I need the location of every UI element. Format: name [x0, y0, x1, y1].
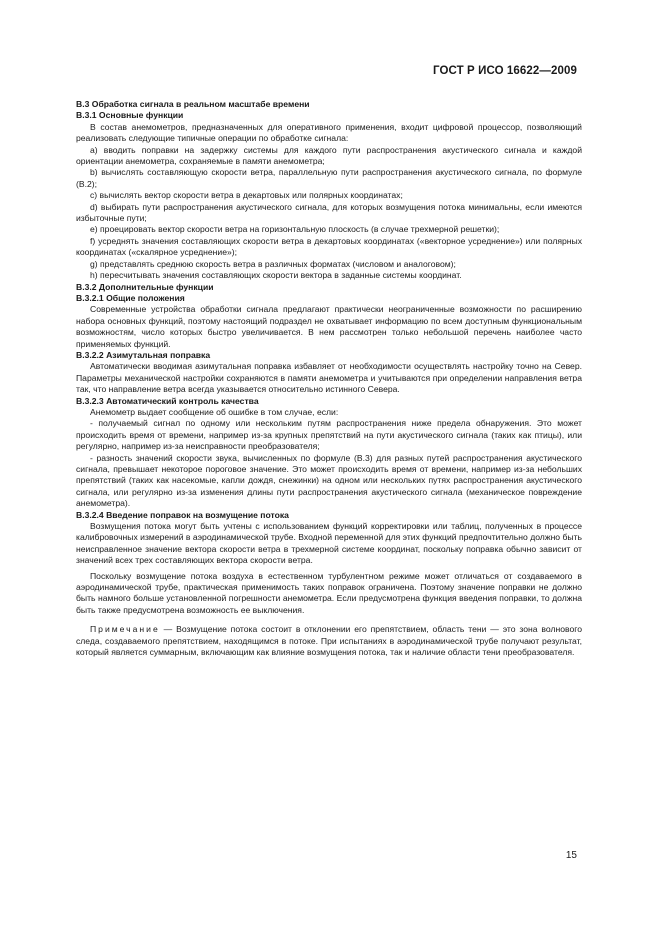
paragraph: g) представлять среднюю скорость ветра в различных форматах (числовом и аналоговом);: [90, 258, 456, 269]
paragraph: Поскольку возмущение потока воздуха в естественном турбулентном режиме может отличаться от создаваемого в аэродинамической трубе, практическая применимость таких поправок ограничена. Поэтому значение поправки не должно быть намного больше установленной погрешности анемометра. Если предусмотрена функция введения поправки, то должна быть также предусмотрена возможность ее выключения.: [76, 570, 582, 615]
note-text: — Возмущение потока состоит в отклонении его препятствием, область тени — это зона волнового следа, создаваемого препятствием, находящимся в потоке. При испытаниях в аэродинамической трубе получают результат, который является суммарным, включающим как влияние возмущения потока, так и наличие области тени преобразователя.: [76, 624, 582, 658]
paragraph: Анемометр выдает сообщение об ошибке в том случае, если:: [90, 406, 339, 417]
note-label: Примечание: [90, 624, 160, 635]
page-number: 15: [565, 850, 577, 861]
paragraph: Возмущения потока могут быть учтены с использованием функций корректировки или таблиц, полученных в процессе калибровочных измерений в аэродинамической трубе. Входной переменной для этих функций предпочтительно должно быть неисправленное значение вектора скорости ветра в трехмерной системе координат, поскольку поправка обычно зависит от значений всех трех составляющих вектора скорости ветра.: [76, 521, 582, 566]
section-heading: В.3.2.1 Общие положения: [76, 292, 185, 303]
paragraph: b) вычислять составляющую скорости ветра, параллельную пути распространения акустического сигнала, по формуле (В.2);: [76, 167, 582, 189]
section-heading: В.3.2.2 Азимутальная поправка: [76, 349, 211, 360]
page-content: [76, 99, 582, 659]
section-heading: В.3 Обработка сигнала в реальном масштабе времени: [76, 99, 310, 109]
paragraph: - разность значений скорости звука, вычисленных по формуле (В.3) для разных путей распространения акустического сигнала, превышает некоторое пороговое значение. Это может происходить время от времени, например из-за небольших препятствий (таких как насекомые, капли дождя, снежинки) на одном или нескольких путях распространения акустического сигнала, или регулярно из-за изменения длины пути распространения акустического сигнала (механическое повреждение анемометра).: [76, 452, 582, 509]
paragraph: Автоматически вводимая азимутальная поправка избавляет от необходимости осуществлять настройку точно на Север. Параметры механической настройки сохраняются в памяти анемометра и учитываются при определении направления ветра так, что направление ветра всегда указывается относительно истинного Севера.: [76, 361, 582, 395]
section-heading: В.3.2.4 Введение поправок на возмущение потока: [76, 509, 289, 520]
paragraph: В состав анемометров, предназначенных для оперативного применения, входит цифровой процессор, позволяющий реализовать следующие типичные операции по обработке сигнала:: [76, 121, 582, 144]
paragraph: Современные устройства обработки сигнала предлагают практически неограниченные возможности по расширению набора основных функций, поэтому настоящий подраздел не охватывает информацию по всем доступным функциональным возможностям, число которых быстро увеличивается. В нем рассмотрен только небольшой перечень наиболее часто применяемых функций.: [76, 304, 582, 349]
text-blocks: [76, 99, 582, 616]
section-heading: В.3.1 Основные функции: [76, 110, 184, 121]
section-heading: В.3.2.3 Автоматический контроль качества: [76, 395, 259, 406]
paragraph: e) проецировать вектор скорости ветра на горизонтальную плоскость (в случае трехмерной решетки);: [90, 224, 500, 235]
paragraph: c) вычислять вектор скорости ветра в декартовых или полярных координатах;: [90, 190, 403, 201]
paragraph: - получаемый сигнал по одному или нескольким путям распространения ниже предела обнаружения. Это может происходить время от времени, например из-за крупных препятствий на пути акустического сигнала (таких как птицы), или регулярно, например из-за неисправности преобразователя;: [76, 418, 582, 452]
paragraph: f) усреднять значения составляющих скорости ветра в декартовых координатах («векторное усреднение») или полярных координатах («скалярное усреднение»);: [76, 235, 582, 258]
note-paragraph: [76, 624, 582, 658]
section-heading: В.3.2 Дополнительные функции: [76, 281, 214, 292]
paragraph: d) выбирать пути распространения акустического сигнала, для которых возмущения потока минимальны, если имеются избыточные пути;: [76, 201, 582, 224]
document-header: ГОСТ Р ИСО 16622—2009: [432, 65, 577, 77]
paragraph: а) вводить поправки на задержку системы для каждого пути распространения акустического сигнала и каждой ориентации анемометра, сохраняемые в памяти анемометра;: [76, 144, 582, 167]
paragraph: h) пересчитывать значения составляющих скорости вектора в заданные системы координат.: [90, 270, 462, 281]
